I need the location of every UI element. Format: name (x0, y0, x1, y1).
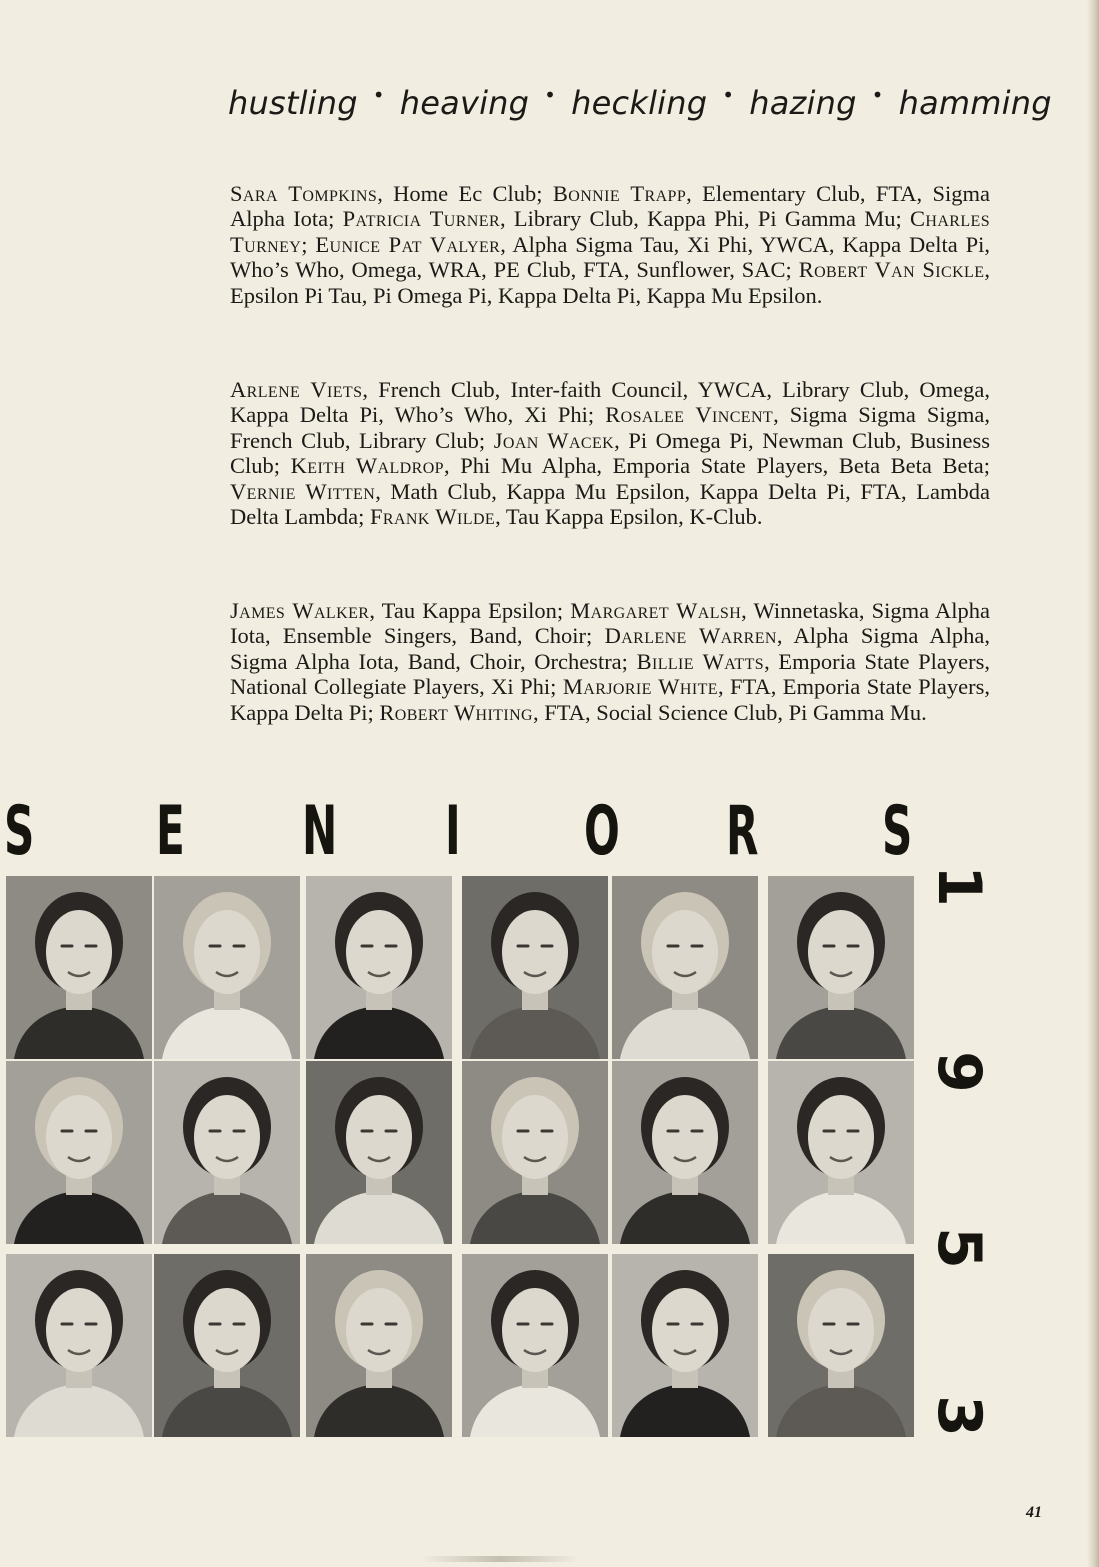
senior-activities: , French Club, Inter-faith Council, YWCA, Library Club, Omega, Kappa Delta Pi, Who’s Who, Xi Phi; (230, 377, 990, 428)
senior-portrait (6, 1061, 152, 1244)
banner-letter: I (445, 792, 461, 871)
senior-activities: , Alpha Sigma Alpha, Sigma Alpha Iota, Band, Choir, Orchestra; (230, 623, 991, 674)
motto-separator: • (544, 83, 557, 107)
senior-activities: , Tau Kappa Epsilon; (369, 598, 571, 623)
senior-activities-paragraph (230, 598, 990, 725)
senior-portrait (154, 1061, 300, 1244)
year-digit: 1 (924, 865, 994, 907)
senior-portrait (612, 876, 758, 1059)
senior-portrait (612, 1254, 758, 1437)
senior-portrait (6, 876, 152, 1059)
senior-activities: , Phi Mu Alpha, Emporia State Players, Beta Beta Beta; (443, 453, 990, 479)
motto-word: hazing (749, 84, 857, 122)
senior-activities: , Pi Omega Pi, Newman Club, Business Club; (230, 427, 991, 479)
senior-name: Darlene Warren (604, 623, 777, 649)
banner-letter: S (882, 792, 913, 871)
senior-name: Arlene Viets (230, 377, 363, 402)
banner-letter: N (302, 792, 338, 871)
senior-activities: , Epsilon Pi Tau, Pi Omega Pi, Kappa Delta Pi, Kappa Mu Epsilon. (230, 257, 990, 308)
senior-activities: , Sigma Sigma Sigma, French Club, Library Club; (230, 402, 990, 453)
motto-separator: • (372, 83, 385, 107)
year-digit: 5 (924, 1227, 994, 1269)
senior-portrait (462, 1254, 608, 1437)
senior-name: Frank Wilde (369, 504, 496, 530)
motto-word: heckling (571, 84, 708, 122)
senior-activities: , FTA, Emporia State Players, Kappa Delta Pi; (230, 674, 991, 725)
senior-portrait (768, 1254, 914, 1437)
senior-activities: ; (301, 231, 316, 257)
banner-letter: O (584, 792, 620, 871)
page-number: 41 (1026, 1504, 1042, 1521)
senior-portrait (306, 1061, 452, 1244)
senior-portrait (768, 1061, 914, 1244)
senior-portrait (306, 876, 452, 1059)
senior-activities-paragraph (230, 181, 990, 308)
motto-separator: • (871, 83, 884, 107)
motto-separator: • (722, 83, 735, 107)
page-motto (228, 83, 1052, 122)
senior-name: James Walker (230, 598, 370, 623)
year-digit: 3 (924, 1395, 994, 1437)
year-digit: 9 (924, 1051, 994, 1093)
senior-name: Eunice Pat Valyer (315, 231, 501, 257)
senior-name: Billie Watts (636, 648, 765, 674)
senior-activities: , Alpha Sigma Tau, Xi Phi, YWCA, Kappa Delta Pi, Who’s Who, Omega, WRA, PE Club, FTA, Sunflower, SAC; (230, 231, 990, 283)
senior-portrait (154, 1254, 300, 1437)
motto-word: hamming (898, 84, 1052, 122)
senior-activities: , Home Ec Club; (377, 181, 553, 206)
senior-name: Joan Wacek (493, 427, 615, 453)
senior-activities: , Emporia State Players, National Collegiate Players, Xi Phi; (230, 648, 990, 700)
senior-activities: , Library Club, Kappa Phi, Pi Gamma Mu; (500, 206, 910, 232)
print-smudge (420, 1556, 580, 1562)
senior-portrait (306, 1254, 452, 1437)
motto-word: heaving (399, 84, 530, 122)
senior-name: Marjorie White (562, 674, 718, 700)
senior-name: Sara Tompkins (230, 181, 378, 206)
banner-letter: S (4, 792, 35, 871)
senior-activities: , Elementary Club, FTA, Sigma Alpha Iota; (230, 181, 990, 232)
motto-word: hustling (228, 84, 358, 122)
senior-portrait (6, 1254, 152, 1437)
seniors-banner (0, 792, 1099, 871)
senior-portrait (768, 876, 914, 1059)
banner-letter: E (156, 792, 185, 871)
senior-activities: , Winnetaska, Sigma Alpha Iota, Ensemble Singers, Band, Choir; (230, 598, 990, 649)
banner-letter: R (726, 792, 759, 871)
senior-activities: , Math Club, Kappa Mu Epsilon, Kappa Delta Pi, FTA, Lambda Delta Lambda; (230, 478, 990, 530)
senior-name: Patricia Turner (342, 206, 501, 232)
senior-name: Margaret Walsh (570, 598, 742, 623)
senior-portrait (462, 876, 608, 1059)
senior-activities: , FTA, Social Science Club, Pi Gamma Mu. (532, 699, 927, 725)
page-edge (1087, 0, 1099, 1567)
senior-portrait (462, 1061, 608, 1244)
senior-portrait (154, 876, 300, 1059)
senior-name: Rosalee Vincent (605, 402, 774, 428)
senior-name: Robert Van Sickle (798, 257, 985, 283)
senior-activities-paragraph (230, 377, 990, 529)
senior-activities: , Tau Kappa Epsilon, K-Club. (495, 504, 763, 530)
senior-portrait (612, 1061, 758, 1244)
senior-portrait-grid (6, 876, 916, 1442)
senior-name: Vernie Witten (230, 478, 376, 504)
senior-name: Charles Turney (230, 206, 990, 257)
senior-name: Robert Whiting (379, 699, 533, 725)
senior-name: Keith Waldrop (290, 453, 444, 479)
senior-name: Bonnie Trapp (552, 181, 687, 206)
